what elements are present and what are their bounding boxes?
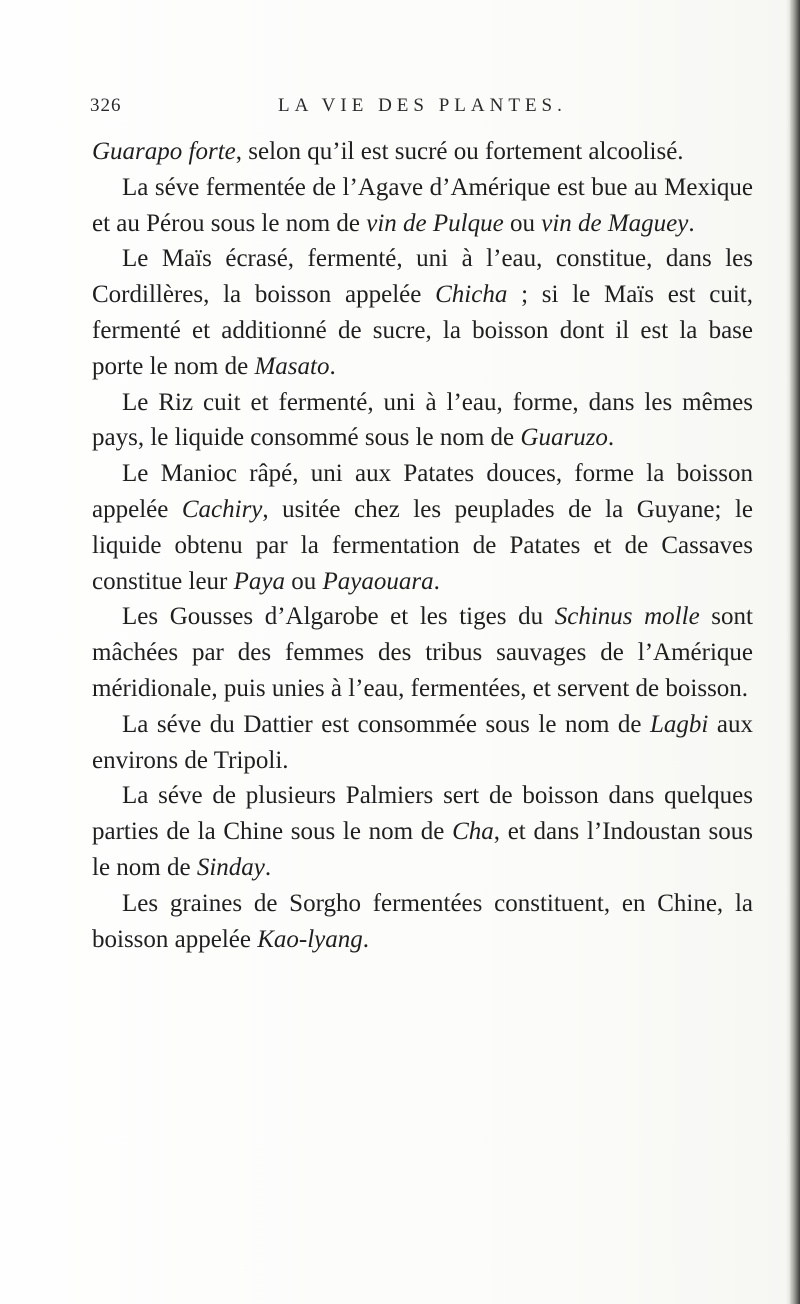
paragraph <box>92 385 753 457</box>
text-run: aux environs de Tripoli. <box>92 710 753 774</box>
text-run: . <box>264 853 272 881</box>
paragraph <box>92 456 753 599</box>
scan-edge <box>790 0 800 1304</box>
italic-term: Masato <box>254 352 330 380</box>
body-text <box>92 134 753 957</box>
paragraph <box>92 241 753 384</box>
paragraph <box>92 170 753 242</box>
text-run: . <box>329 352 336 380</box>
italic-term: Chicha <box>435 281 508 309</box>
paragraph <box>92 707 753 779</box>
text-run: ou <box>285 567 323 595</box>
text-run: sont mâchées par des femmes des tribus sauvages de l’Amérique méridionale, puis unies à l’eau, fermentées, et servent de boisson. <box>92 603 753 702</box>
text-run: Les graines de Sorgho fermentées constituent, en Chine, la boisson appelée <box>92 889 753 953</box>
text-run: Les Gousses d’Algarobe et les tiges du <box>122 603 555 631</box>
text-run: Le Manioc râpé, uni aux Patates douces, forme la boisson appelée <box>92 460 753 523</box>
paragraph <box>92 778 753 885</box>
text-run: . <box>362 925 370 953</box>
page-number: 326 <box>90 95 122 116</box>
text-run: Le Maïs écrasé, fermenté, uni à l’eau, constitue, dans les Cordillères, la boisson appelée <box>92 245 753 309</box>
text-run: , selon qu’il est sucré ou fortement alcoolisé. <box>235 138 684 165</box>
paragraph <box>92 134 753 170</box>
text-run: . <box>433 567 440 595</box>
italic-term: vin de Pulque <box>366 209 504 237</box>
text-run: ou <box>503 209 542 237</box>
italic-term: Guaruzo <box>520 424 608 452</box>
italic-term: Guarapo forte <box>92 138 236 165</box>
italic-term: Cachiry <box>181 495 263 523</box>
italic-term: vin de Maguey <box>541 209 689 237</box>
text-run: La séve du Dattier est consommée sous le nom de <box>122 710 651 738</box>
running-title: LA VIE DES PLANTES. <box>278 95 567 116</box>
text-run: , et dans l’Indoustan sous le nom de <box>92 818 753 881</box>
italic-term: Payaouara <box>322 567 434 595</box>
italic-term: Schinus molle <box>554 603 700 631</box>
italic-term: Kao-lyang <box>257 925 363 953</box>
paragraph <box>92 599 753 706</box>
italic-term: Cha <box>452 818 494 846</box>
text-run: . <box>607 424 615 452</box>
running-head <box>90 95 750 123</box>
italic-term: Sinday <box>196 853 265 881</box>
paragraph <box>92 886 753 958</box>
text-run: Le Riz cuit et fermenté, uni à l’eau, forme, dans les mêmes pays, le liquide consommé sous le nom de <box>92 388 753 452</box>
text-run: , usitée chez les peuplades de la Guyane; le liquide obtenu par la fermentation de Patates et de Cassaves constitue leur <box>92 495 753 595</box>
text-run: La séve de plusieurs Palmiers sert de boisson dans quelques parties de la Chine sous le nom de <box>92 782 753 846</box>
text-run: ; si le Maïs est cuit, fermenté et additionné de sucre, la boisson dont il est la base porte le nom de <box>92 281 753 380</box>
italic-term: Paya <box>233 567 286 595</box>
text-run: La séve fermentée de l’Agave d’Amérique est bue au Mexique et au Pérou sous le nom de <box>92 173 753 237</box>
italic-term: Lagbi <box>650 710 709 738</box>
text-run: . <box>688 209 695 237</box>
